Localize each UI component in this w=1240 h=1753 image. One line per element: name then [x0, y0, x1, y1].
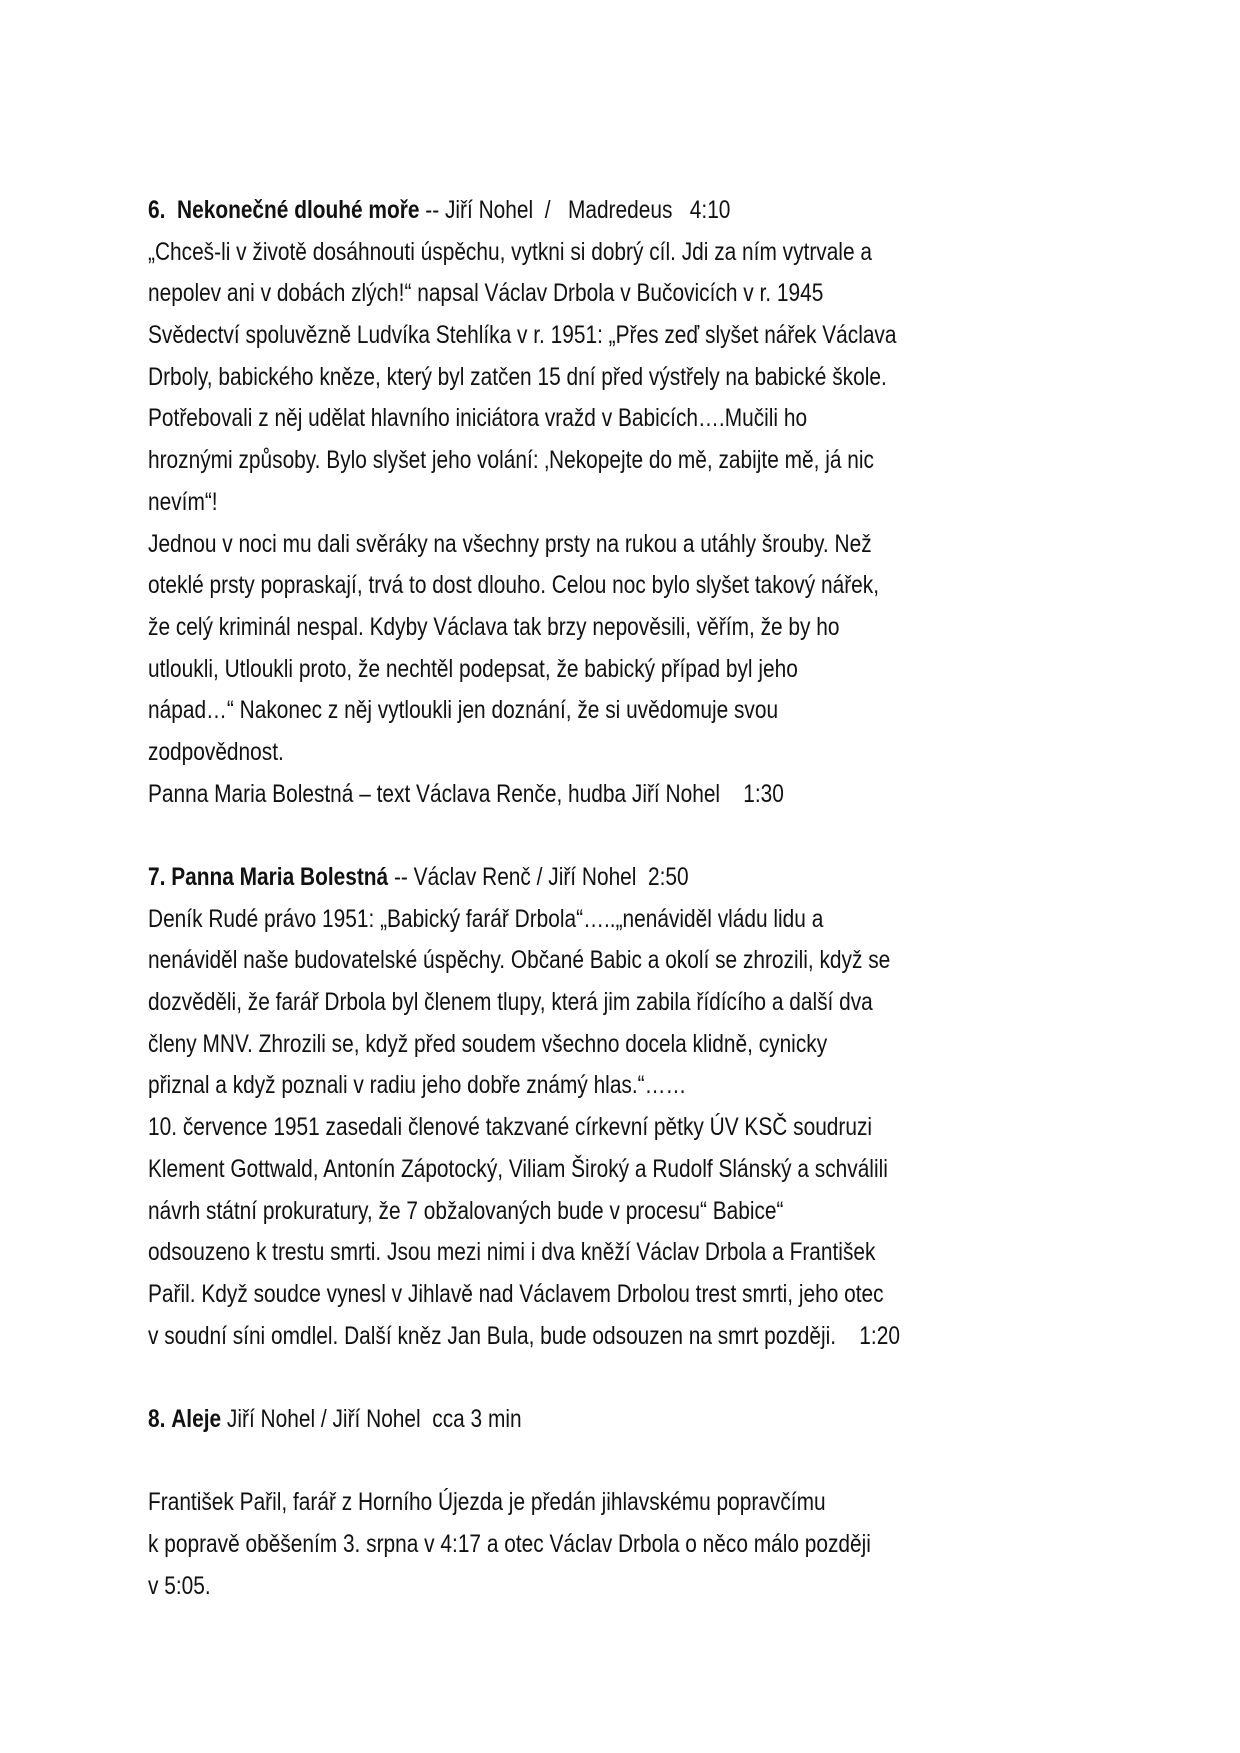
text-line: nepolev ani v dobách zlých!“ napsal Václav Drbola v Bučovicích v r. 1945	[148, 279, 824, 308]
text-line: k popravě oběšením 3. srpna v 4:17 a otec Václav Drbola o něco málo později	[148, 1530, 871, 1558]
section-credits: -- Václav Renč / Jiří Nohel 2:50	[388, 863, 689, 891]
text-line: utloukli, Utloukli proto, že nechtěl podepsat, že babický případ byl jeho	[148, 654, 798, 683]
text-line: přiznal a když poznali v radiu jeho dobře známý hlas.“……	[148, 1071, 687, 1100]
text-line: odsouzeno k trestu smrti. Jsou mezi nimi i dva kněží Václav Drbola a František	[148, 1238, 876, 1267]
text-line: František Pařil, farář z Horního Újezda je předán jihlavskému popravčímu	[148, 1488, 826, 1517]
text-line: Klement Gottwald, Antonín Zápotocký, Viliam Široký a Rudolf Slánský a schválili	[148, 1154, 888, 1183]
section-credits: Jiří Nohel / Jiří Nohel cca 3 min	[221, 1404, 522, 1433]
section-title: Panna Maria Bolestná	[171, 863, 389, 891]
text-line: nápad…“ Nakonec z něj vytloukli jen doznání, že si uvědomuje svou	[148, 696, 779, 725]
text-line: členy MNV. Zhrozili se, když před soudem všechno docela klidně, cynicky	[148, 1029, 828, 1058]
text-line: Svědectví spoluvězně Ludvíka Stehlíka v r. 1951: „Přes zeď slyšet nářek Václava	[148, 321, 897, 350]
text-line: nevím“!	[148, 487, 218, 516]
section-number: 6.	[148, 196, 166, 224]
text-line: nenáviděl naše budovatelské úspěchy. Občané Babic a okolí se zhrozili, když se	[148, 946, 891, 975]
section-title: Aleje	[171, 1404, 222, 1433]
document-body	[148, 190, 1148, 1607]
text-line: v soudní síni omdlel. Další kněz Jan Bula, bude odsouzen na smrt později. 1:20	[148, 1321, 900, 1350]
text-line: hroznými způsoby. Bylo slyšet jeho volání: ‚Nekopejte do mě, zabijte mě, já nic	[148, 446, 874, 475]
text-line: v 5:05.	[148, 1571, 211, 1600]
section-credits: -- Jiří Nohel / Madredeus 4:10	[419, 196, 731, 224]
text-line: návrh státní prokuratury, že 7 obžalovaných bude v procesu“ Babice“	[148, 1196, 784, 1225]
section-heading-7	[148, 857, 983, 899]
text-line: Drboly, babického kněze, který byl zatčen 15 dní před výstřely na babické škole.	[148, 362, 887, 391]
text-line: Pařil. Když soudce vynesl v Jihlavě nad Václavem Drbolou trest smrti, jeho otec	[148, 1279, 884, 1308]
section-number: 8.	[148, 1404, 166, 1433]
text-line: dozvěděli, že farář Drbola byl členem tlupy, která jim zabila řídícího a další dva	[148, 988, 873, 1017]
text-line: Potřebovali z něj udělat hlavního iniciátora vražd v Babicích….Mučili ho	[148, 404, 808, 433]
spacer	[148, 1357, 1148, 1399]
text-line: „Chceš-li v životě dosáhnouti úspěchu, vytkni si dobrý cíl. Jdi za ním vytrvale a	[148, 237, 872, 266]
text-line: že celý kriminál nespal. Kdyby Václava tak brzy nepověsili, věřím, že by ho	[148, 612, 840, 641]
text-line: 10. července 1951 zasedali členové takzvané církevní pětky ÚV KSČ soudruzi	[148, 1113, 873, 1142]
section-number: 7.	[148, 863, 166, 891]
text-line: Panna Maria Bolestná – text Václava Renče, hudba Jiří Nohel 1:30	[148, 779, 784, 808]
spacer	[148, 815, 1148, 857]
text-line: zodpovědnost.	[148, 737, 284, 766]
section-heading-8	[148, 1399, 983, 1441]
spacer	[148, 1441, 1148, 1483]
text-line: Jednou v noci mu dali svěráky na všechny prsty na rukou a utáhly šrouby. Než	[148, 529, 872, 558]
section-heading-6	[148, 190, 983, 232]
section-title: Nekonečné dlouhé moře	[177, 196, 420, 224]
text-line: oteklé prsty popraskají, trvá to dost dlouho. Celou noc bylo slyšet takový nářek,	[148, 571, 880, 600]
text-line: Deník Rudé právo 1951: „Babický farář Drbola“…..„nenáviděl vládu lidu a	[148, 904, 824, 933]
